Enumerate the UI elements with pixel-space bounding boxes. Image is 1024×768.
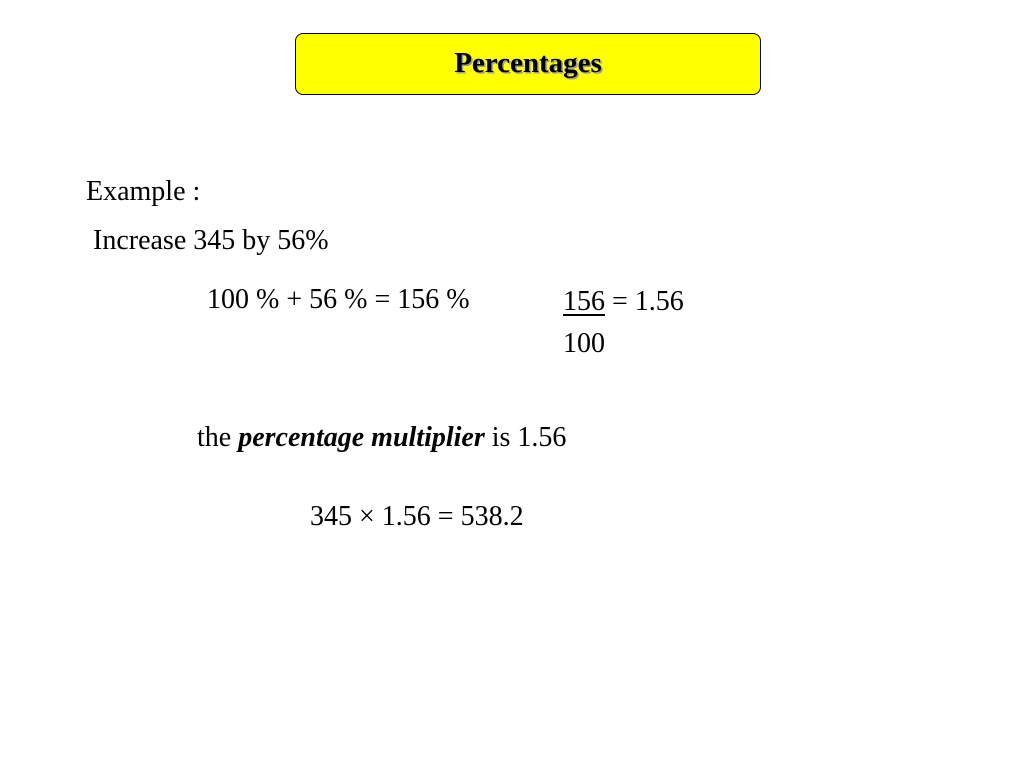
fraction-result: = 1.56 [605, 286, 684, 317]
fraction-denominator: 100 [563, 328, 605, 359]
multiplier-sentence [197, 424, 566, 452]
example-problem: Increase 345 by 56% [93, 225, 329, 256]
final-calculation: 345 × 1.56 = 538.2 [310, 501, 524, 532]
multiplier-sentence-after: is 1.56 [484, 422, 567, 453]
multiplier-term: percentage multiplier [238, 422, 485, 453]
slide-title: Percentages [454, 46, 602, 79]
fraction-conversion [563, 286, 684, 359]
fraction-numerator: 156 [563, 286, 605, 317]
example-label: Example : [86, 176, 201, 207]
percentage-sum-step: 100 % + 56 % = 156 % [207, 284, 470, 315]
multiplier-sentence-before: the [197, 422, 239, 453]
title-banner [295, 33, 761, 95]
